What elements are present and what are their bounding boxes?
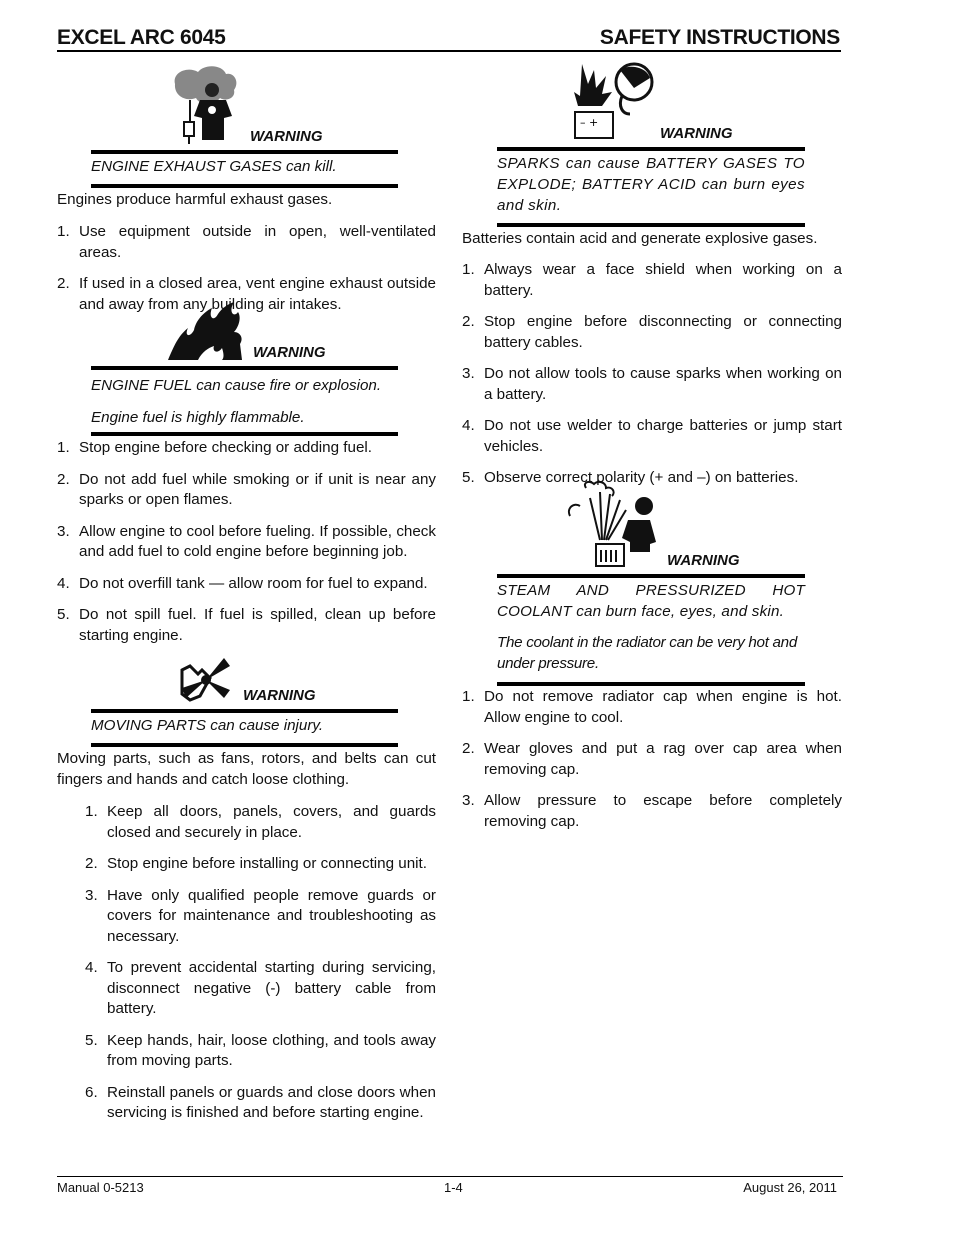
moving-list [85,802,436,1124]
exhaust-intro: Engines produce harmful exhaust gases. [57,191,333,208]
fire-hazard-icon [168,302,244,360]
list-item: 3. Do not allow tools to cause sparks when working on a battery. [462,365,842,403]
warning-label: WARNING [660,125,733,142]
battery-explosion-hazard-icon [572,62,654,140]
battery-polarity-label: – + [580,116,599,129]
warning-message: The coolant in the radiator can be very hot and under pressure. [497,634,797,672]
warning-label: WARNING [253,344,326,361]
footer-page-number: 1-4 [444,1180,463,1195]
list-item: 2. Stop engine before installing or connecting unit. [85,855,427,872]
warning-label: WARNING [667,552,740,569]
warning-box-fuel [91,366,398,436]
warning-box-battery [497,147,805,227]
list-item: 4. To prevent accidental starting during servicing, disconnect negative (-) battery cable from battery. [85,959,436,1017]
list-item: 6. Reinstall panels or guards and close doors when servicing is finished and before starting engine. [85,1083,436,1121]
hot-coolant-hazard-icon [566,480,660,570]
battery-list [462,260,842,489]
list-item: 5. Observe correct polarity (+ and –) on batteries. [462,469,799,486]
warning-message: STEAM AND PRESSURIZED HOT COOLANT can burn face, eyes, and skin. [497,582,805,620]
list-item: 4. Do not overfill tank — allow room for fuel to expand. [57,574,428,592]
document-title: EXCEL ARC 6045 [57,26,226,49]
moving-intro: Moving parts, such as fans, rotors, and belts can cut fingers and hands and catch loose clothing. [57,750,436,788]
warning-box-exhaust [91,150,398,188]
list-item: 1. Stop engine before checking or adding fuel. [57,439,372,456]
list-item: 2. Wear gloves and put a rag over cap area when removing cap. [462,740,842,778]
warning-message: SPARKS can cause BATTERY GASES TO EXPLODE; BATTERY ACID can burn eyes and skin. [497,155,805,214]
list-item: 3. Allow engine to cool before fueling. If possible, check and add fuel to cold engine before beginning job. [57,522,436,560]
warning-box-moving [91,709,398,747]
warning-label: WARNING [243,687,316,704]
exhaust-hazard-icon [170,64,250,146]
footer-rule [57,1176,843,1177]
warning-message: ENGINE EXHAUST GASES can kill. [91,158,337,175]
list-item: 1. Do not remove radiator cap when engine is hot. Allow engine to cool. [462,688,842,726]
footer-date: August 26, 2011 [743,1180,837,1195]
list-item: 1. Keep all doors, panels, covers, and guards closed and securely in place. [85,803,436,841]
coolant-list [462,687,842,832]
warning-label: WARNING [250,128,323,145]
list-item: 2. Stop engine before disconnecting or connecting battery cables. [462,313,842,351]
list-item: 5. Do not spill fuel. If fuel is spilled, clean up before starting engine. [57,606,436,644]
list-item: 2. If used in a closed area, vent engine exhaust outside and away from any building air intakes. [57,275,436,313]
section-title: SAFETY INSTRUCTIONS [599,26,840,49]
fuel-list [57,438,436,646]
list-item: 3. Have only qualified people remove guards or covers for maintenance and troubleshooting as necessary. [85,886,436,945]
warning-message: ENGINE FUEL can cause fire or explosion. [91,377,382,394]
list-item: 5. Keep hands, hair, loose clothing, and tools away from moving parts. [85,1031,436,1069]
exhaust-list [57,222,436,315]
footer-manual-number: Manual 0-5213 [57,1180,144,1195]
header-rule [57,50,841,52]
battery-intro: Batteries contain acid and generate explosive gases. [462,230,818,247]
warning-message: MOVING PARTS can cause injury. [91,717,324,734]
warning-box-coolant [497,574,805,686]
list-item: 4. Do not use welder to charge batteries or jump start vehicles. [462,417,842,455]
list-item: 2. Do not add fuel while smoking or if unit is near any sparks or open flames. [57,470,436,508]
list-item: 1. Use equipment outside in open, well-ventilated areas. [57,223,436,261]
list-item: 1. Always wear a face shield when working on a battery. [462,261,842,299]
moving-parts-hazard-icon [180,656,232,704]
list-item: 3. Allow pressure to escape before completely removing cap. [462,792,842,830]
warning-message: Engine fuel is highly flammable. [91,409,305,426]
